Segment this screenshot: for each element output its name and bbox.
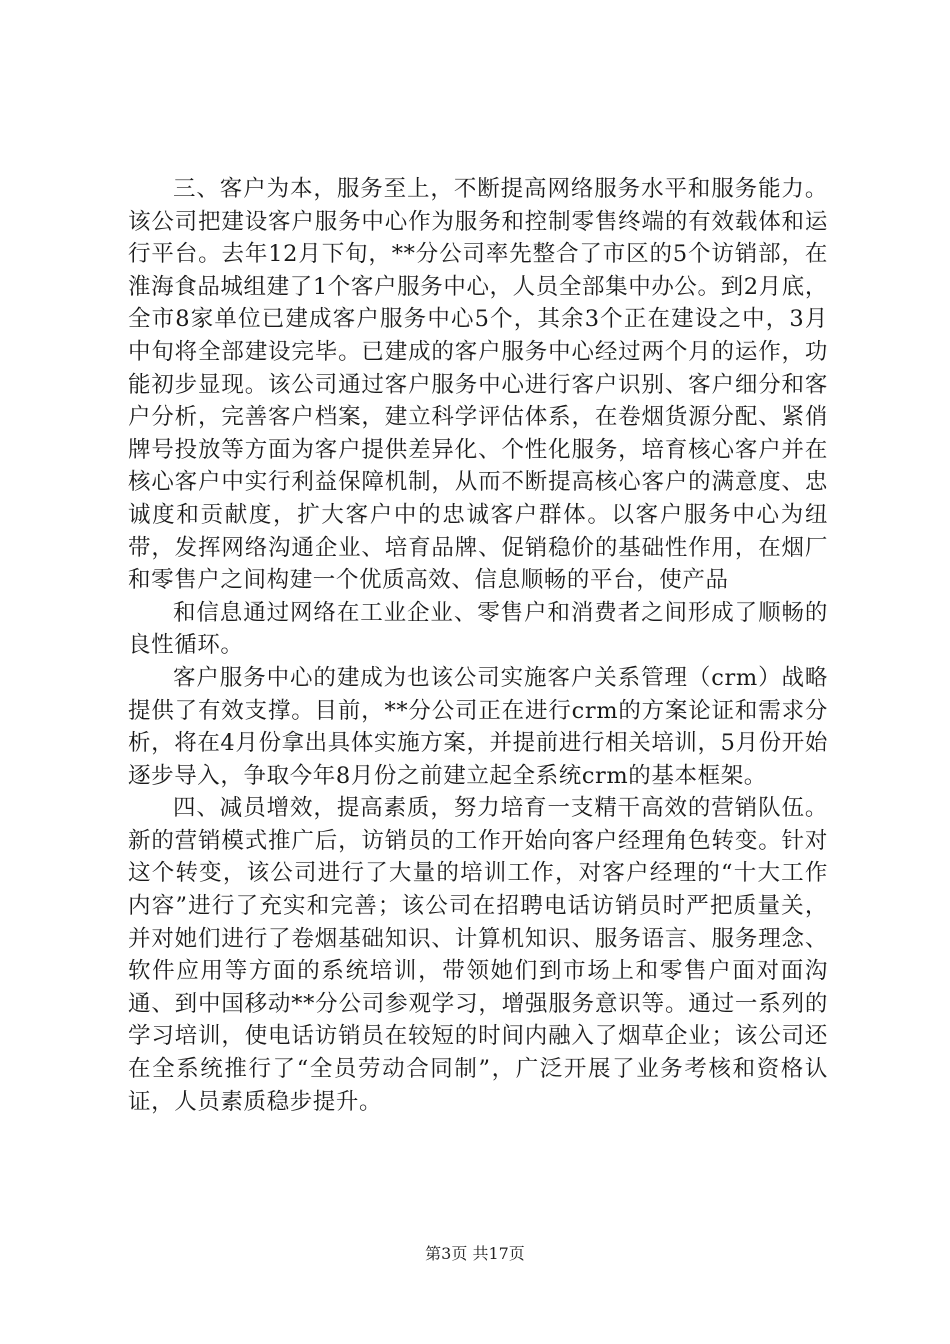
paragraph-continuation: 和信息通过网络在工业企业、零售户和消费者之间形成了顺畅的良性循环。 [128,599,828,659]
paragraph-section-three: 三、客户为本，服务至上，不断提高网络服务水平和服务能力。该公司把建设客户服务中心作为服务和控制零售终端的有效载体和运行平台。去年12月下旬，**分公司率先整合了市区的5个访销部，在淮海食品城组建了1个客户服务中心，人员全部集中办公。到2月底，全市8家单位已建成客户服务中心5个，其余3个正在建设之中，3月中旬将全部建设完毕。已建成的客户服务中心经过两个月的运作，功能初步显现。该公司通过客户服务中心进行客户识别、客户细分和客户分析，完善客户档案，建立科学评估体系，在卷烟货源分配、紧俏牌号投放等方面为客户提供差异化、个性化服务，培育核心客户并在核心客户中实行利益保障机制，从而不断提高核心客户的满意度、忠诚度和贡献度，扩大客户中的忠诚客户群体。以客户服务中心为纽带，发挥网络沟通企业、培育品牌、促销稳价的基础性作用，在烟厂和零售户之间构建一个优质高效、信息顺畅的平台，使产品 [128,176,828,594]
page-number-footer: 第3页 共17页 [425,1244,525,1263]
document-body [128,173,828,1118]
paragraph-section-four: 四、减员增效，提高素质，努力培育一支精干高效的营销队伍。新的营销模式推广后，访销员的工作开始向客户经理角色转变。针对这个转变，该公司进行了大量的培训工作，对客户经理的“十大工作内容”进行了充实和完善；该公司在招聘电话访销员时严把质量关，并对她们进行了卷烟基础知识、计算机知识、服务语言、服务理念、软件应用等方面的系统培训，带领她们到市场上和零售户面对面沟通、到中国移动**分公司参观学习，增强服务意识等。通过一系列的学习培训，使电话访销员在较短的时间内融入了烟草企业；该公司还在全系统推行了“全员劳动合同制”，广泛开展了业务考核和资格认证，人员素质稳步提升。 [128,795,828,1115]
paragraph-crm: 客户服务中心的建成为也该公司实施客户关系管理（crm）战略提供了有效支撑。目前，**分公司正在进行crm的方案论证和需求分析，将在4月份拿出具体实施方案，并提前进行相关培训，5月份开始逐步导入，争取今年8月份之前建立起全系统crm的基本框架。 [128,664,828,789]
